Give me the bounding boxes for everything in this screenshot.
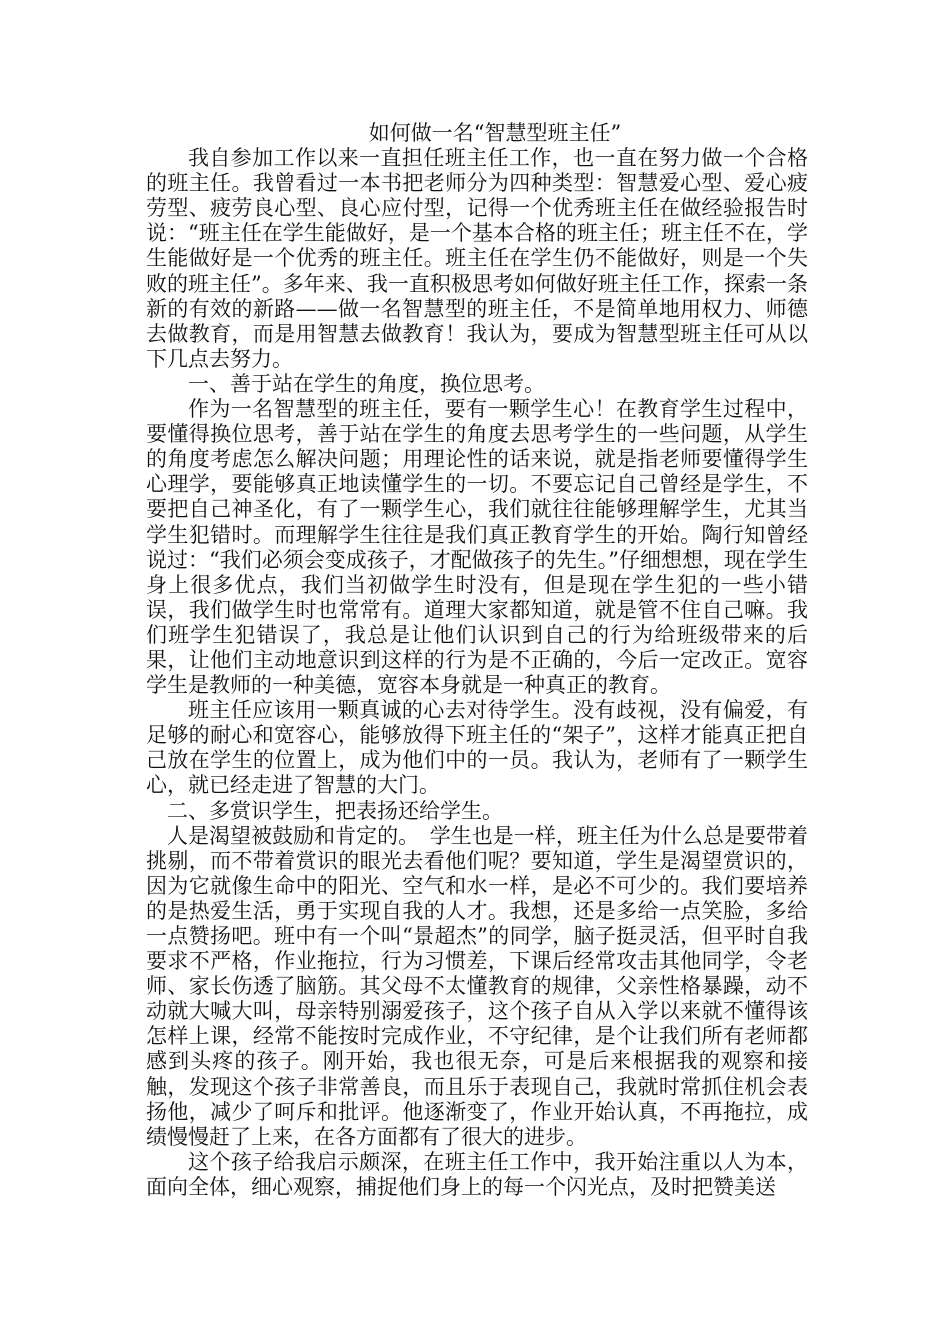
document-title: 如何做一名“智慧型班主任” — [368, 121, 622, 145]
section-heading-1: 一、善于站在学生的角度，换位思考。 — [188, 371, 545, 396]
paragraph-appreciation: 人是渴望被鼓励和肯定的。 学生也是一样，班主任为什么总是要带着挑剔，而不带着赏识的眼光去看他们呢？要知道，学生是渴望赏识的，因为它就像生命中的阳光、空气和水一样，是必不可少的。我们要培养的是热爱生活，勇于实现自我的人才。我想，还是多给一点笑脸，多给一点赞扬吧。班中有一个叫“景超杰”的同学，脑子挺灵活，但平时自我要求不严格，作业拖拉，行为习惯差，下课后经常攻击其他同学，令老师、家长伤透了脑筋。其父母不太懂教育的规律，父亲性格暴躁，动不动就大喊大叫，母亲特别溺爱孩子，这个孩子自从入学以来就不懂得该怎样上课，经常不能按时完成作业，不守纪律，是个让我们所有老师都感到头疼的孩子。刚开始，我也很无奈，可是后来根据我的观察和接触，发现这个孩子非常善良，而且乐于表现自己，我就时常抓住机会表扬他，减少了呵斥和批评。他逐渐变了，作业开始认真，不再拖拉，成绩慢慢赶了上来，在各方面都有了很大的进步。 — [146, 823, 808, 1149]
paragraph-sincerity: 班主任应该用一颗真诚的心去对待学生。没有歧视，没有偏爱，有足够的耐心和宽容心，能够放得下班主任的“架子”，这样才能真正把自己放在学生的位置上，成为他们中的一员。我认为，老师有了一颗学生心，就已经走进了智慧的大门。 — [146, 698, 808, 798]
document-page — [146, 121, 808, 1200]
paragraph-intro: 我自参加工作以来一直担任班主任工作，也一直在努力做一个合格的班主任。我曾看过一本书把老师分为四种类型：智慧爱心型、爱心疲劳型、疲劳良心型、良心应付型，记得一个优秀班主任在做经验报告时说：“班主任在学生能做好，是一个基本合格的班主任；班主任不在，学生能做好是一个优秀的班主任。班主任在学生仍不能做好，则是一个失败的班主任”。多年来、我一直积极思考如何做好班主任工作，探索一条新的有效的新路——做一名智慧型的班主任，不是简单地用权力、师德去做教育，而是用智慧去做教育！我认为，要成为智慧型班主任可从以下几点去努力。 — [146, 146, 808, 371]
paragraph-empathy: 作为一名智慧型的班主任，要有一颗学生心！在教育学生过程中，要懂得换位思考，善于站在学生的角度去思考学生的一些问题，从学生的角度考虑怎么解决问题；用理论性的话来说，就是指老师要懂得学生心理学，要能够真正地读懂学生的一切。不要忘记自己曾经是学生，不要把自己神圣化，有了一颗学生心，我们就往往能够理解学生，尤其当学生犯错时。而理解学生往往是我们真正教育学生的开始。陶行知曾经说过：“我们必须会变成孩子，才配做孩子的先生。”仔细想想，现在学生身上很多优点，我们当初做学生时没有，但是现在学生犯的一些小错误，我们做学生时也常常有。道理大家都知道，就是管不住自己嘛。我们班学生犯错误了，我总是让他们认识到自己的行为给班级带来的后果，让他们主动地意识到这样的行为是不正确的，今后一定改正。宽容学生是教师的一种美德，宽容本身就是一种真正的教育。 — [146, 397, 808, 698]
section-heading-2: 二、多赏识学生，把表扬还给学生。 — [167, 798, 503, 823]
paragraph-insight: 这个孩子给我启示颇深，在班主任工作中，我开始注重以人为本，面向全体，细心观察，捕捉他们身上的每一个闪光点，及时把赞美送 — [146, 1149, 808, 1199]
